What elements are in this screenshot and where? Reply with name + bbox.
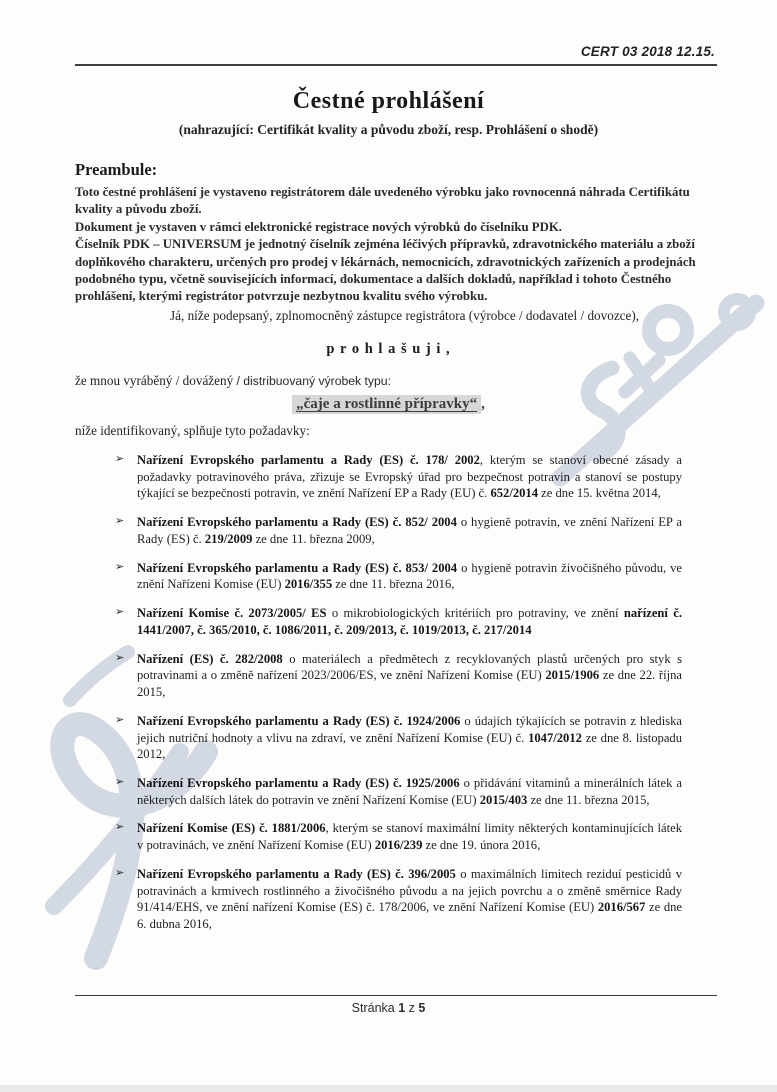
regulation-item bbox=[115, 651, 682, 701]
regulation-ref-bold: Nařízení Evropského parlamentu a Rady (ES) č. 852/ 2004 bbox=[137, 515, 457, 530]
page-number-total: 5 bbox=[418, 1001, 426, 1015]
declaration-lead-sans: / distribuovaný výrobek typu: bbox=[236, 374, 391, 388]
arrow-bullet-icon: ➢ bbox=[115, 865, 125, 879]
regulation-ref-bold: 1047/2012 bbox=[528, 730, 582, 745]
regulation-text: , kterým se stanoví obecné zásady a požadavky potravinového práva, zřizuje se Evropský úřad pro bezpečnost potravin a stanoví se postupy týkající se bezpečnosti potravin, ve znění Nařízení EP a Rady (EU) č. bbox=[137, 453, 682, 501]
arrow-bullet-icon: ➢ bbox=[115, 820, 125, 834]
regulation-ref-bold: Nařízení (ES) č. 282/2008 bbox=[137, 651, 283, 666]
preamble-paragraph: Číselník PDK – UNIVERSUM je jednotný číselník zejména léčivých přípravků, zdravotnického materiálu a zboží doplňkového charakteru, určených pro prodej v lékárnách, nemocnicích, zdravotnických zařízeních a prodejnách podobného typu, včetně souvisejících informací, dokumentace a dalších dokladů, například i tohoto Čestného prohlášení, kterými registrátor potvrzuje nezbytnou kvalitu svého výrobku. bbox=[75, 237, 696, 304]
regulation-item bbox=[115, 560, 682, 593]
regulation-text: o maximálních limitech reziduí pesticidů v potravinách a krmivech rostlinného a živočišného původu a na jejich povrchu a o změně směrnice Rady 91/414/EHS, ve znění nařízení Komise (ES) č. 178/2006, ve znění Nařízení Komise (EU) bbox=[137, 866, 682, 915]
regulation-text: o mikrobiologických kritériích pro potraviny, ve znění bbox=[326, 606, 624, 621]
regulation-item bbox=[115, 514, 682, 547]
regulation-ref-bold: Nařízení Evropského parlamentu a Rady (ES) č. 1924/2006 bbox=[137, 713, 461, 728]
regulation-ref-bold: Nařízení Komise (ES) č. 1881/2006 bbox=[137, 821, 326, 836]
regulation-ref-bold: nařízení č. 1441/2007, č. 365/2010, č. 1086/2011, č. 209/2013, č. 1019/2013, č. 217/2014 bbox=[137, 606, 682, 637]
preamble-paragraph: Toto čestné prohlášení je vystaveno registrátorem dále uvedeného výrobku jako rovnocenná náhrada Certifikátu kvality a původu zboží. bbox=[75, 185, 690, 217]
regulation-text: o materiálech a předmětech z recyklovaných plastů určených pro styk s potravinami a o změně nařízení 2023/2006/ES, ve znění Nařízení Komise (EU) bbox=[137, 651, 683, 683]
regulation-ref-bold: 2016/239 bbox=[374, 838, 423, 853]
regulation-ref-bold: 219/2009 bbox=[204, 531, 253, 546]
regulation-ref-bold: 2016/355 bbox=[284, 577, 333, 592]
declaration-intro: Já, níže podepsaný, zplnomocněný zástupce registrátora (výrobce / dodavatel / dovozce), bbox=[170, 308, 640, 323]
regulation-text: ze dne 19. února 2016, bbox=[422, 838, 541, 853]
regulation-ref-bold: 652/2014 bbox=[490, 486, 539, 501]
page-title: Čestné prohlášení bbox=[292, 88, 485, 114]
regulation-ref-bold: Nařízení Komise č. 2073/2005/ ES bbox=[137, 606, 327, 621]
page-number-current: 1 bbox=[398, 1001, 406, 1015]
page-number bbox=[0, 1001, 777, 1015]
arrow-bullet-icon: ➢ bbox=[115, 559, 125, 573]
regulation-text: ze dne 6. dubna 2016, bbox=[137, 900, 682, 932]
regulation-item bbox=[115, 866, 682, 933]
regulation-text: ze dne 15. května 2014, bbox=[538, 486, 661, 501]
regulation-ref-bold: Nařízení Evropského parlamentu a Rady (ES) č. 178/ 2002 bbox=[137, 453, 480, 467]
regulation-text: ze dne 8. listopadu 2012, bbox=[137, 730, 683, 762]
preamble-paragraph: Dokument je vystaven v rámci elektronické registrace nových výrobků do číselníku PDK. bbox=[75, 219, 562, 234]
header-divider bbox=[75, 64, 717, 66]
regulation-ref-bold: 2016/567 bbox=[597, 900, 646, 915]
arrow-bullet-icon: ➢ bbox=[115, 712, 125, 726]
regulation-item bbox=[115, 605, 682, 638]
regulation-ref-bold: Nařízení Evropského parlamentu a Rady (ES) č. 1925/2006 bbox=[137, 776, 460, 791]
scan-edge-shadow bbox=[0, 1085, 777, 1092]
regulation-text: o hygieně potravin živočišného původu, ve znění Nařízeni Komise (EU) bbox=[137, 560, 682, 592]
arrow-bullet-icon: ➢ bbox=[115, 605, 125, 619]
regulation-ref-bold: 2015/403 bbox=[479, 792, 528, 807]
regulation-ref-bold: Nařízení Evropského parlamentu a Rady (ES) č. 396/2005 bbox=[137, 866, 456, 881]
regulation-text: o přidávání vitaminů a minerálních látek a některých dalších látek do potravin ve znění Nařízení Komise (EU) bbox=[137, 776, 682, 807]
product-type-highlighted: „čaje a rostlinné přípravky“ bbox=[292, 395, 481, 414]
regulation-list bbox=[115, 452, 682, 945]
arrow-bullet-icon: ➢ bbox=[115, 775, 125, 789]
regulation-item bbox=[115, 820, 682, 853]
page-subtitle: (nahrazující: Certifikát kvality a původu zboží, resp. Prohlášení o shodě) bbox=[178, 122, 599, 137]
regulation-item bbox=[115, 452, 682, 502]
arrow-bullet-icon: ➢ bbox=[115, 514, 125, 528]
regulation-text: o údajích týkajících se potravin z hlediska jejich nutriční hodnoty a vlivu na zdraví, ve znění Nařízení Komise (EU) č. bbox=[137, 713, 682, 745]
regulation-text: ze dne 22. října 2015, bbox=[137, 668, 683, 700]
product-type-line bbox=[0, 396, 777, 413]
declaration-verb: p r o h l a š u j i , bbox=[326, 341, 451, 357]
regulation-item bbox=[115, 713, 682, 763]
regulation-item bbox=[115, 775, 682, 808]
regulation-text: ze dne 11. března 2015, bbox=[527, 792, 650, 807]
declaration-follows: níže identifikovaný, splňuje tyto požadavky: bbox=[75, 423, 310, 438]
regulation-text: ze dne 11. března 2009, bbox=[252, 531, 375, 546]
arrow-bullet-icon: ➢ bbox=[115, 650, 125, 664]
regulation-ref-bold: Nařízení Evropského parlamentu a Rady (ES) č. 853/ 2004 bbox=[137, 560, 458, 575]
preamble-paragraphs bbox=[75, 184, 717, 306]
preamble-heading: Preambule: bbox=[75, 160, 158, 179]
document-code: CERT 03 2018 12.15. bbox=[580, 44, 715, 59]
regulation-text: ze dne 11. března 2016, bbox=[332, 577, 455, 592]
preamble-section bbox=[75, 160, 717, 306]
page-number-middle: z bbox=[405, 1001, 419, 1015]
page-number-prefix: Stránka bbox=[351, 1001, 399, 1015]
footer-divider bbox=[75, 995, 717, 996]
declaration-lead-serif: že mnou vyráběný / dovážený bbox=[75, 373, 237, 388]
regulation-ref-bold: 2015/1906 bbox=[545, 668, 600, 683]
regulation-text: , kterým se stanoví maximální limity některých kontaminujících látek v potravinách, ve znění Nařízení Komise (EU) bbox=[137, 821, 683, 853]
arrow-bullet-icon: ➢ bbox=[115, 452, 125, 465]
regulation-text: o hygieně potravin, ve znění Nařízení EP a Rady (ES) č. bbox=[137, 515, 682, 546]
product-type-comma: , bbox=[481, 396, 485, 412]
declaration-lead bbox=[75, 373, 717, 389]
